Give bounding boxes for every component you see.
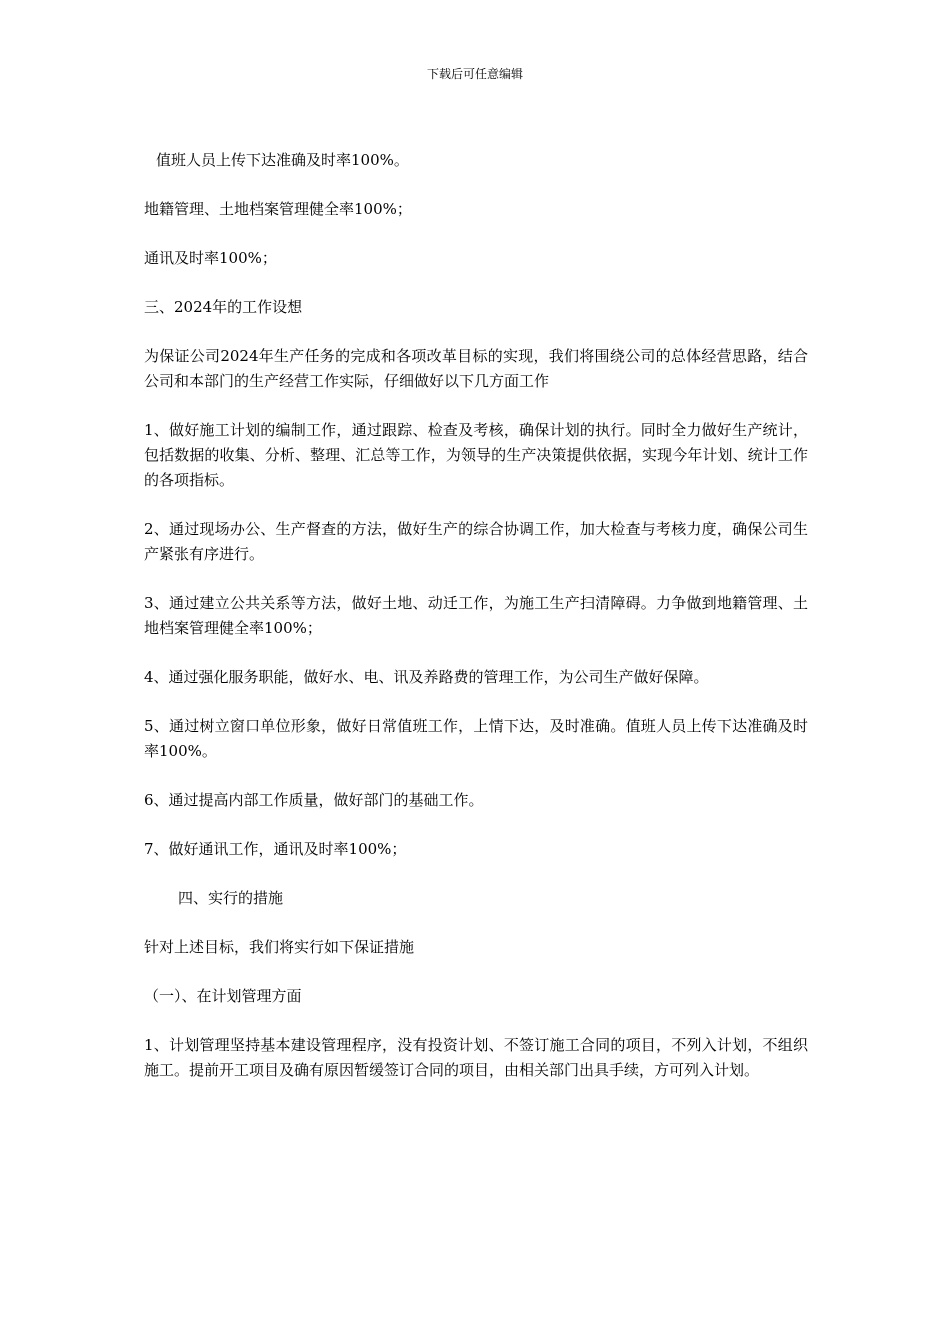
list-item-4: 4、通过强化服务职能，做好水、电、讯及养路费的管理工作，为公司生产做好保障。 (144, 668, 709, 686)
list-item-7: 7、做好通讯工作，通讯及时率100%； (144, 840, 407, 858)
section-heading-work-plan: 三、2024年的工作设想 (144, 298, 303, 316)
list-item-2: 2、通过现场办公、生产督查的方法，做好生产的综合协调工作，加大检查与考核力度，确保公司生产紧张有序进行。 (144, 520, 808, 563)
list-item-plan-1: 1、计划管理坚持基本建设管理程序，没有投资计划、不签订施工合同的项目，不列入计划，不组织施工。提前开工项目及确有原因暂缓签订合同的项目，由相关部门出具手续，方可列入计划。 (144, 1036, 808, 1079)
list-item-1: 1、做好施工计划的编制工作，通过跟踪、检查及考核，确保计划的执行。同时全力做好生产统计，包括数据的收集、分析、整理、汇总等工作，为领导的生产决策提供依据，实现今年计划、统计工作的各项指标。 (144, 421, 808, 489)
list-item-6: 6、通过提高内部工作质量，做好部门的基础工作。 (144, 791, 484, 809)
paragraph-communication-rate: 通讯及时率100%； (144, 249, 277, 267)
paragraph-duty-rate: 值班人员上传下达准确及时率100%。 (156, 151, 409, 169)
paragraph-land-records-rate: 地籍管理、土地档案管理健全率100%； (144, 200, 412, 218)
paragraph-work-plan-intro: 为保证公司2024年生产任务的完成和各项改革目标的实现，我们将围绕公司的总体经营思路，结合公司和本部门的生产经营工作实际，仔细做好以下几方面工作 (144, 347, 808, 390)
paragraph-measures-intro: 针对上述目标，我们将实行如下保证措施 (144, 938, 415, 956)
document-body (144, 148, 808, 1107)
page-header: 下载后可任意编辑 (426, 67, 523, 81)
list-item-3: 3、通过建立公共关系等方法，做好土地、动迁工作，为施工生产扫清障碍。力争做到地籍管理、土地档案管理健全率100%； (144, 594, 808, 637)
section-heading-measures: 四、实行的措施 (178, 889, 284, 907)
subsection-heading-plan-management: （一）、在计划管理方面 (144, 987, 302, 1005)
list-item-5: 5、通过树立窗口单位形象，做好日常值班工作，上情下达，及时准确。值班人员上传下达准确及时率100%。 (144, 717, 808, 760)
